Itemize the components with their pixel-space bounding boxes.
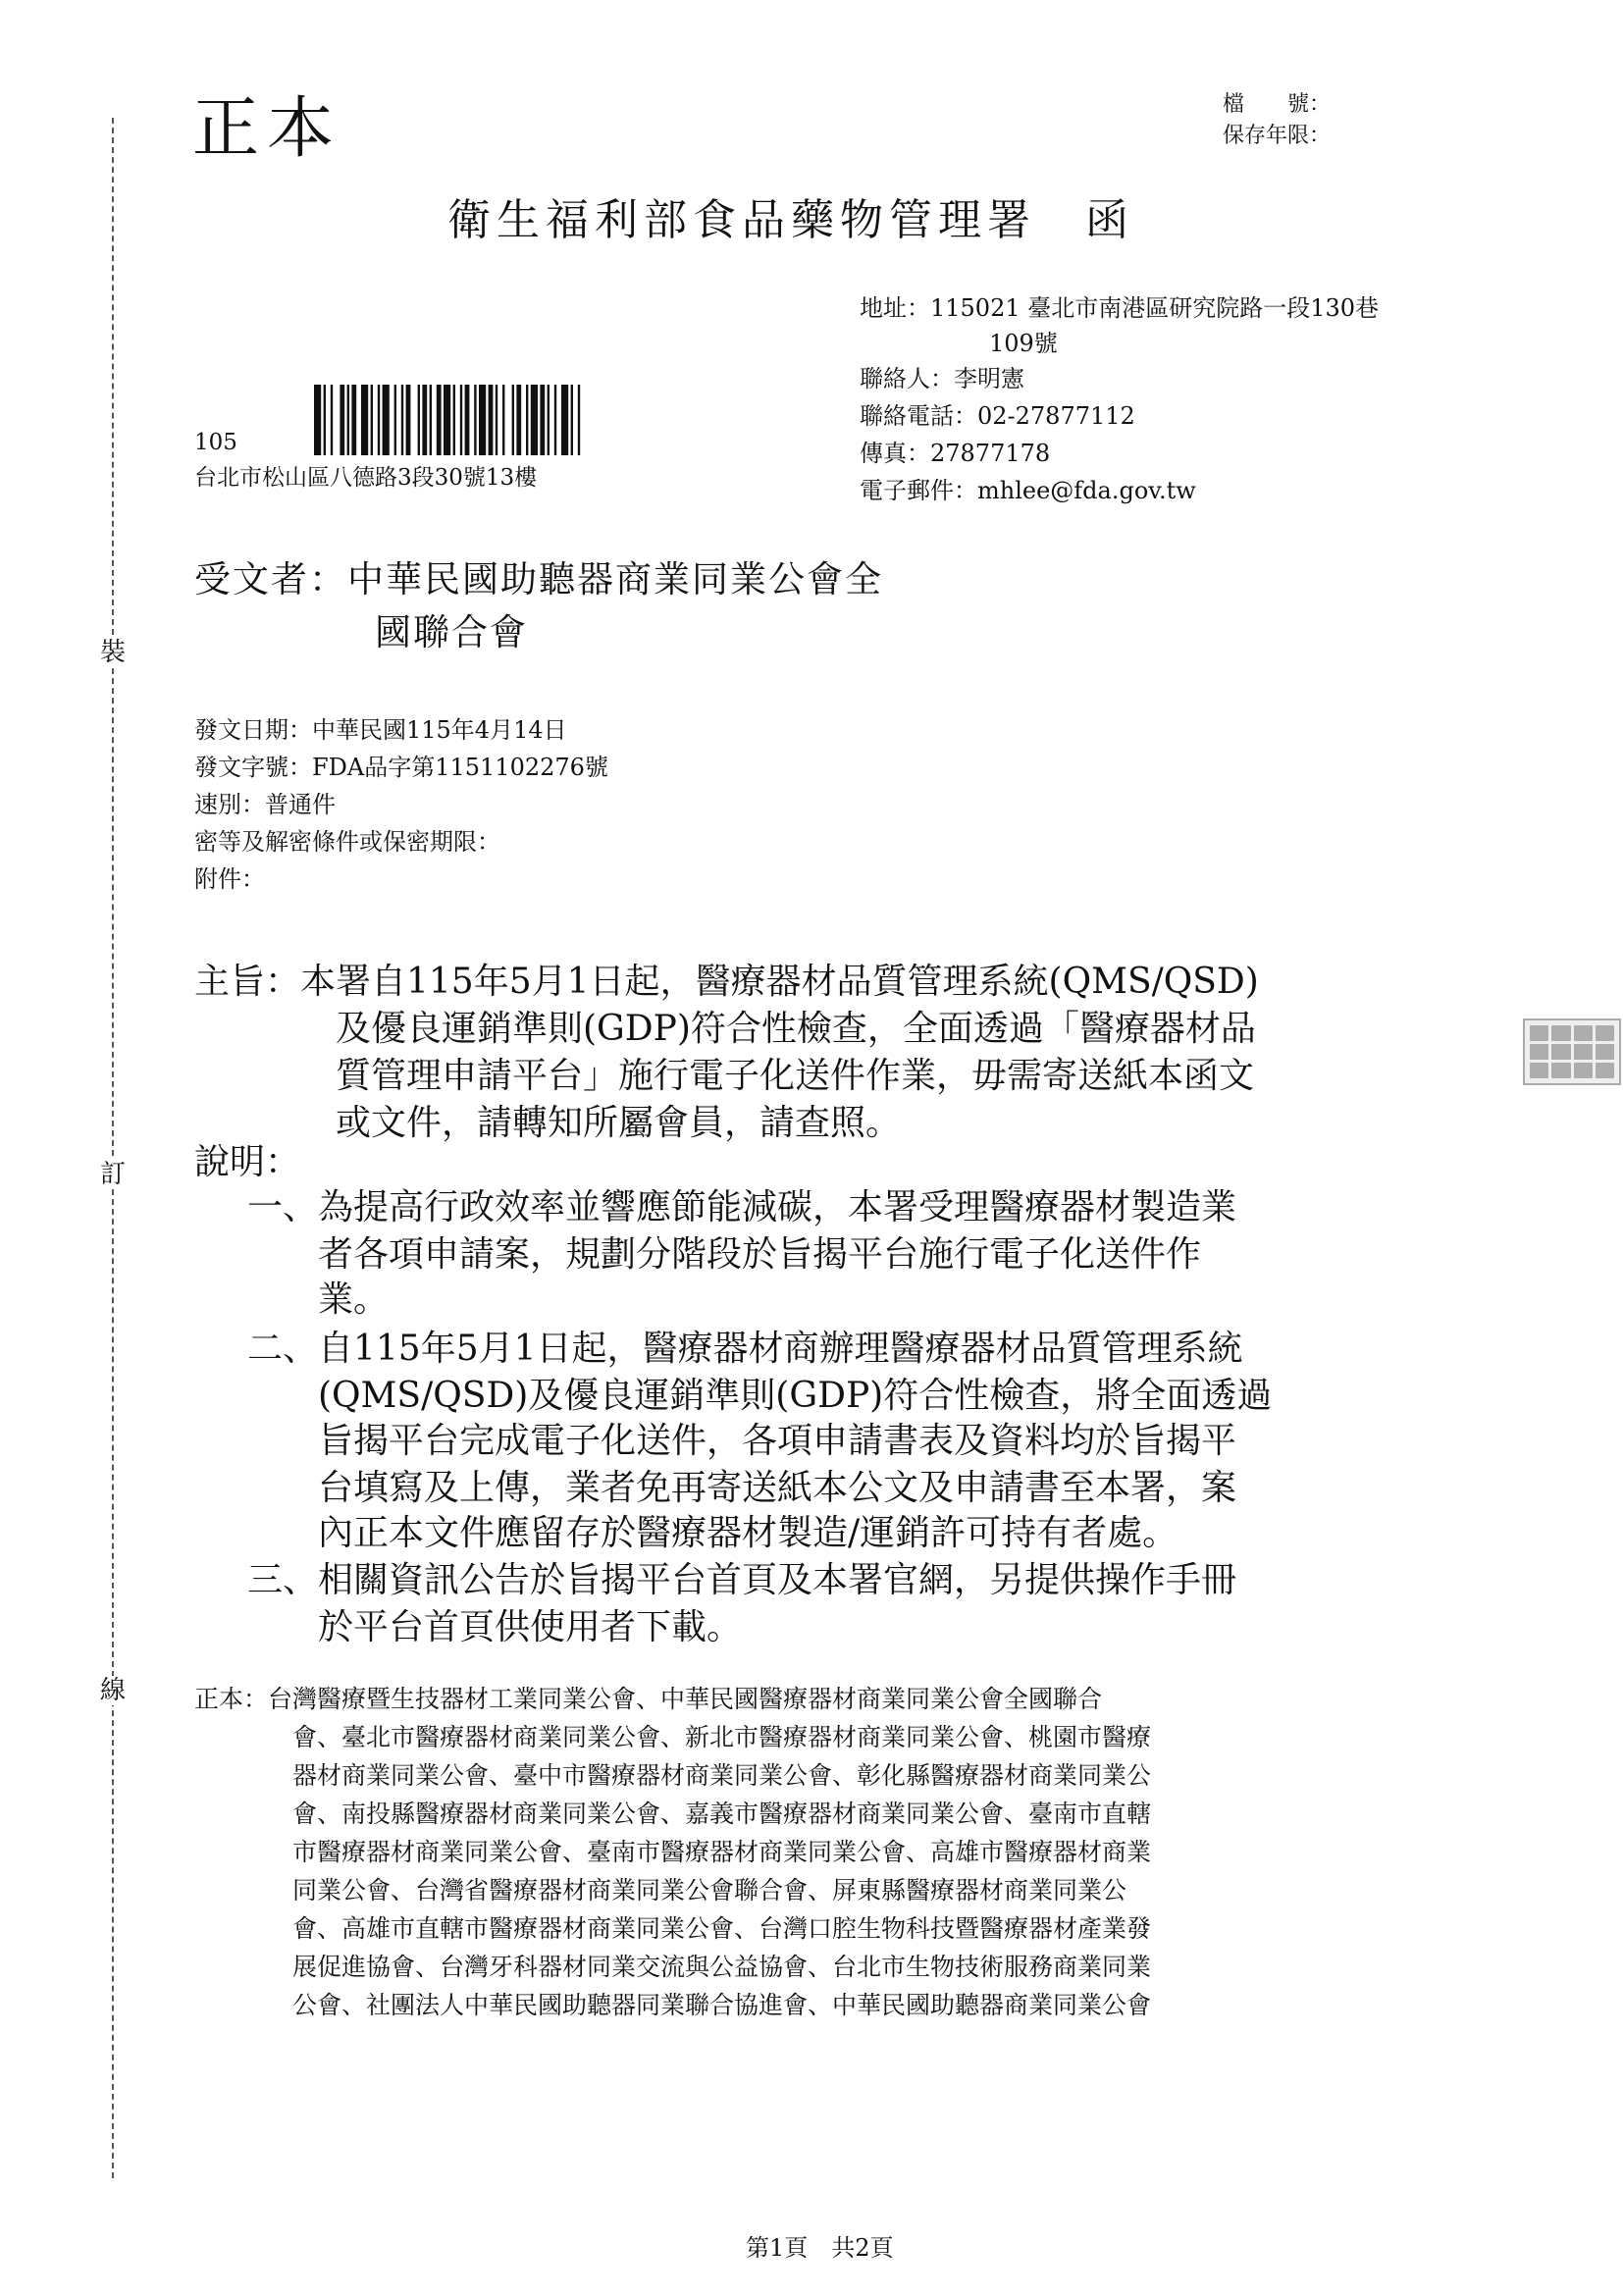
contact-person: 聯絡人：李明憲: [860, 365, 1024, 392]
page-number: 第1頁 共2頁: [746, 2234, 894, 2262]
subject-line3: 質管理申請平台」施行電子化送件作業，毋需寄送紙本函文: [336, 1056, 1255, 1096]
binding-mark-zhuang: 裝: [99, 638, 126, 667]
distribution-line5: 市醫療器材商業同業公會、臺南市醫療器材商業同業公會、高雄市醫療器材商業: [292, 1838, 1152, 1866]
delivery-speed: 速別：普通件: [194, 791, 336, 818]
subject-line2: 及優良運銷準則(GDP)符合性檢查，全面透過「醫療器材品: [336, 1009, 1256, 1049]
distribution-line8: 展促進協會、台灣牙科器材同業交流與公益協會、台北市生物技術服務商業同業: [292, 1953, 1152, 1981]
distribution-line2: 會、臺北市醫療器材商業同業公會、新北市醫療器材商業同業公會、桃園市醫療: [292, 1723, 1152, 1751]
subject-line4: 或文件，請轉知所屬會員，請查照。: [336, 1103, 902, 1143]
received-stamp: [1523, 1018, 1621, 1085]
sender-address-line1: 地址：115021 臺北市南港區研究院路一段130巷: [860, 294, 1380, 322]
contact-fax: 傳真：27877178: [860, 440, 1051, 467]
explanation-item3-line2: 於平台首頁供使用者下載。: [318, 1607, 743, 1647]
distribution-line3: 器材商業同業公會、臺中市醫療器材商業同業公會、彰化縣醫療器材商業同業公: [292, 1761, 1152, 1790]
binding-line: [112, 118, 114, 2178]
document-title: 衛生福利部食品藥物管理署 函: [447, 195, 1134, 245]
distribution-line1: 正本：台灣醫療暨生技器材工業同業公會、中華民國醫療器材商業同業公會全國聯合: [194, 1685, 1103, 1713]
subject-line1: 主旨：本署自115年5月1日起，醫療器材品質管理系統(QMS/QSD): [194, 962, 1259, 1002]
file-number-label: 檔 號：: [1223, 92, 1332, 117]
recipient-postal-code: 105: [194, 430, 237, 455]
distribution-line4: 會、南投縣醫療器材商業同業公會、嘉義市醫療器材商業同業公會、臺南市直轄: [292, 1800, 1152, 1828]
attachments: 附件：: [194, 865, 265, 893]
explanation-item2-line4: 台填寫及上傳，業者免再寄送紙本公文及申請書至本署，案: [318, 1468, 1237, 1508]
recipient-line1: 受文者：中華民國助聽器商業同業公會全: [194, 558, 883, 600]
recipient-line2: 國聯合會: [375, 611, 528, 653]
contact-email: 電子郵件：mhlee@fda.gov.tw: [860, 477, 1196, 504]
explanation-heading: 說明：: [194, 1142, 301, 1182]
security-classification: 密等及解密條件或保密期限：: [194, 828, 500, 856]
document-number: 發文字號：FDA品字第1151102276號: [194, 754, 608, 781]
explanation-item1-line1: 一、為提高行政效率並響應節能減碳，本署受理醫療器材製造業: [247, 1187, 1237, 1227]
sender-address-line2: 109號: [989, 330, 1058, 357]
contact-phone: 聯絡電話：02-27877112: [860, 402, 1135, 430]
distribution-line9: 公會、社團法人中華民國助聽器同業聯合協進會、中華民國助聽器商業同業公會: [292, 1991, 1152, 2019]
issue-date: 發文日期：中華民國115年4月14日: [194, 716, 567, 744]
explanation-item2-line5: 內正本文件應留存於醫療器材製造/運銷許可持有者處。: [318, 1513, 1178, 1553]
explanation-item3-line1: 三、相關資訊公告於旨揭平台首頁及本署官網，另提供操作手冊: [247, 1560, 1237, 1600]
retention-period-label: 保存年限：: [1223, 124, 1332, 148]
binding-mark-ding: 訂: [99, 1160, 126, 1189]
explanation-item2-line3: 旨揭平台完成電子化送件，各項申請書表及資料均於旨揭平: [318, 1421, 1237, 1461]
explanation-item2-line1: 二、自115年5月1日起，醫療器材商辦理醫療器材品質管理系統: [247, 1329, 1243, 1369]
original-copy-label: 正本: [192, 90, 342, 168]
distribution-line6: 同業公會、台灣省醫療器材商業同業公會聯合會、屏東縣醫療器材商業同業公: [292, 1876, 1127, 1905]
explanation-item1-line2: 者各項申請案，規劃分階段於旨揭平台施行電子化送件作: [318, 1234, 1202, 1275]
binding-mark-xian: 線: [99, 1676, 126, 1705]
postal-barcode: [314, 385, 687, 455]
distribution-line7: 會、高雄市直轄市醫療器材商業同業公會、台灣口腔生物科技暨醫療器材產業發: [292, 1914, 1152, 1943]
explanation-item2-line2: (QMS/QSD)及優良運銷準則(GDP)符合性檢查，將全面透過: [318, 1376, 1273, 1416]
recipient-mailing-address: 台北市松山區八德路3段30號13樓: [194, 465, 538, 491]
explanation-item1-line3: 業。: [318, 1279, 390, 1320]
